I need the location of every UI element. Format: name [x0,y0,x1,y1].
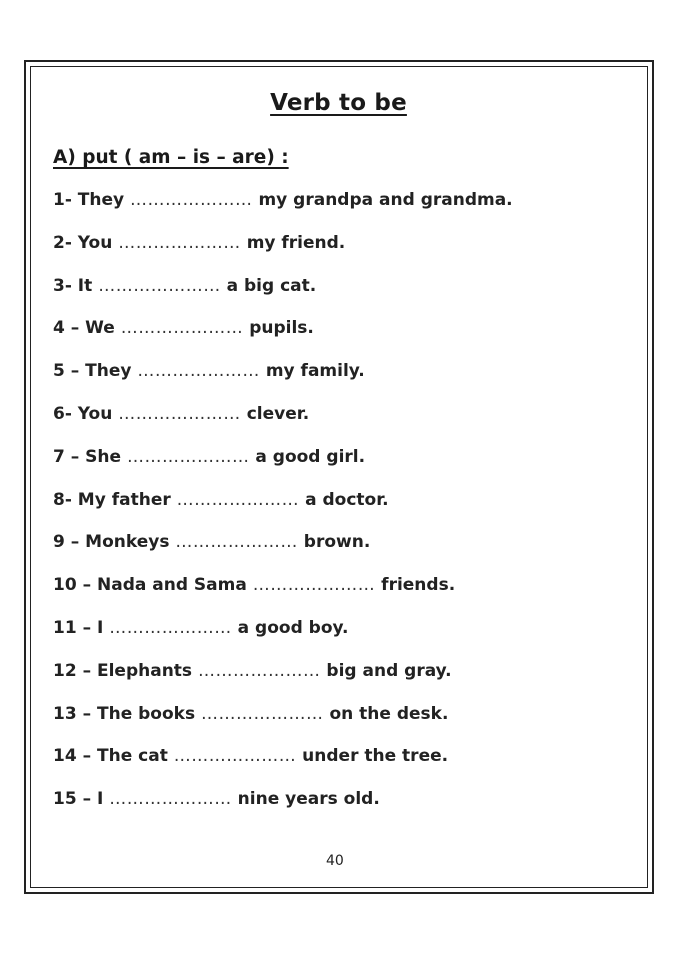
question-suffix: a good girl. [255,446,366,467]
question-suffix: nine years old. [237,789,380,810]
question-item [53,276,513,319]
question-prefix: 14 – The cat [53,746,168,767]
question-prefix: 5 – They [53,361,132,382]
question-suffix: clever. [246,403,310,424]
question-prefix: 3- It [53,275,93,296]
question-prefix: 7 – She [53,446,122,467]
question-item [53,661,513,704]
answer-blank[interactable]: ………………… [176,489,300,510]
answer-blank[interactable]: ………………… [201,703,324,724]
question-prefix: 8- My father [53,489,171,510]
answer-blank[interactable]: ………………… [126,446,250,467]
question-suffix: my family. [265,361,365,382]
question-item [53,618,513,661]
question-item [53,190,513,233]
question-item [53,746,513,789]
question-prefix: 2- You [53,232,113,253]
question-prefix: 13 – The books [53,703,196,724]
question-item [53,532,513,575]
question-item [53,318,513,361]
question-suffix: big and gray. [326,660,452,681]
answer-blank[interactable]: ………………… [175,532,298,553]
answer-blank[interactable]: ………………… [120,318,244,339]
question-prefix: 12 – Elephants [53,660,193,681]
answer-blank[interactable]: ………………… [130,190,253,210]
question-prefix: 15 – I [53,789,104,810]
question-suffix: a doctor. [305,489,389,510]
question-item [53,704,513,747]
question-suffix: friends. [381,575,456,596]
answer-blank[interactable]: ………………… [197,660,321,681]
question-list [53,190,513,832]
question-item [53,789,513,832]
answer-blank[interactable]: ………………… [109,617,232,638]
question-item [53,233,513,276]
answer-blank[interactable]: ………………… [118,403,241,424]
question-prefix: 4 – We [53,318,115,339]
worksheet-title: Verb to be [270,90,407,116]
answer-blank[interactable]: ………………… [109,789,232,810]
question-item [53,490,513,533]
answer-blank[interactable]: ………………… [173,746,297,767]
question-suffix: my grandpa and grandma. [258,190,513,210]
question-suffix: my friend. [246,232,346,253]
question-item [53,575,513,618]
question-suffix: on the desk. [329,703,449,724]
question-item [53,361,513,404]
question-suffix: brown. [303,532,371,553]
question-suffix: a good boy. [237,617,349,638]
question-item [53,447,513,490]
answer-blank[interactable]: ………………… [98,275,221,296]
answer-blank[interactable]: ………………… [137,361,260,382]
answer-blank[interactable]: ………………… [118,232,241,253]
section-a-heading: A) put ( am – is – are) : [53,147,289,168]
question-prefix: 10 – Nada and Sama [53,575,247,596]
question-prefix: 1- They [53,190,125,210]
question-item [53,404,513,447]
question-prefix: 6- You [53,403,113,424]
page-number: 40 [326,853,344,869]
question-prefix: 11 – I [53,617,104,638]
question-suffix: under the tree. [302,746,449,767]
question-suffix: a big cat. [226,275,317,296]
question-suffix: pupils. [249,318,314,339]
question-prefix: 9 – Monkeys [53,532,170,553]
answer-blank[interactable]: ………………… [252,575,376,596]
